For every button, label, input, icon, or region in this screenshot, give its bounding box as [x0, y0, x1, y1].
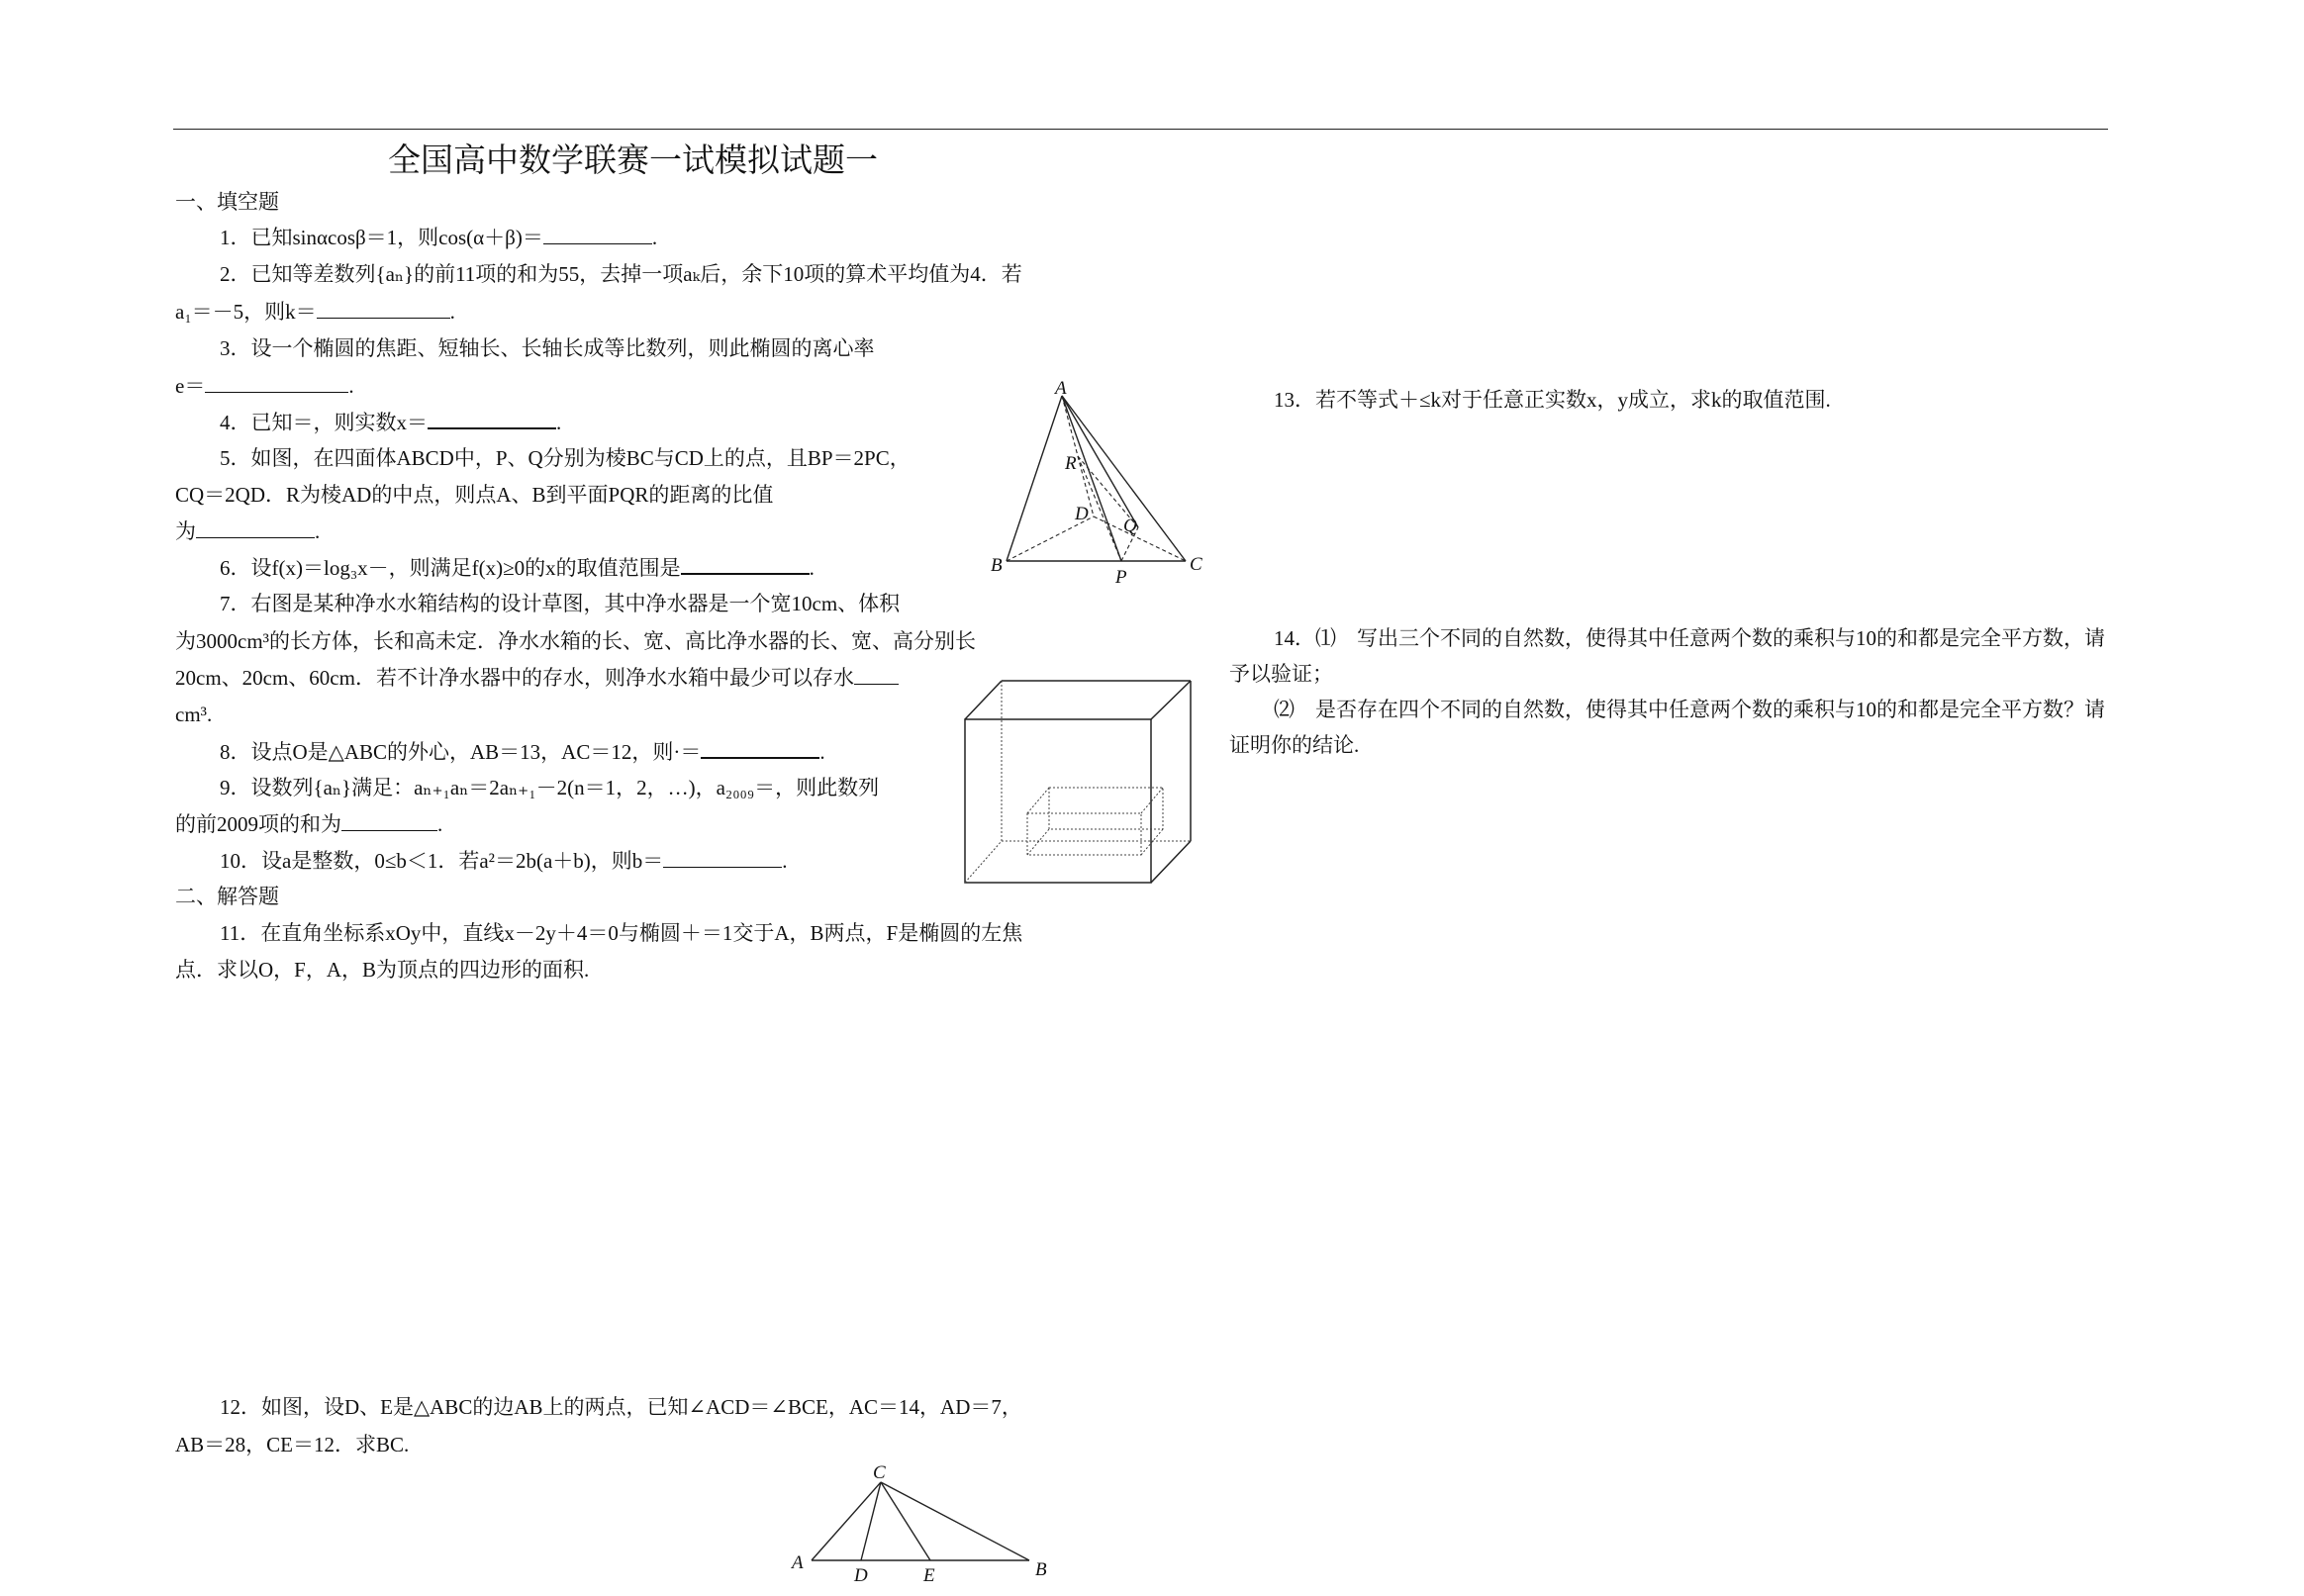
answer-blank — [196, 517, 315, 538]
q9-end: . — [437, 812, 443, 836]
question-5-line-1: 5．如图，在四面体ABCD中，P、Q分别为棱BC与CD上的点，且BP＝2PC， — [220, 446, 911, 470]
question-8 — [220, 737, 825, 766]
question-9-line-1: 9．设数列{aₙ}满足：aₙ₊₁aₙ＝2aₙ₊₁－2(n＝1，2，…)，a₂₀₀₉＝，则此数列 — [220, 776, 880, 799]
answer-blank — [317, 298, 450, 319]
question-12-line-1: 12．如图，设D、E是△ABC的边AB上的两点，已知∠ACD＝∠BCE，AC＝14，AD＝7， — [220, 1395, 1022, 1419]
question-7-line-3 — [175, 664, 899, 692]
question-11-line-1: 11．在直角坐标系xOy中，直线x－2y＋4＝0与椭圆＋＝1交于A，B两点，F是椭圆的左焦 — [220, 921, 1023, 945]
question-14-line-2: 予以验证； — [1229, 662, 1333, 686]
q6-end: . — [809, 556, 815, 580]
question-11-line-2: 点．求以O，F，A，B为顶点的四边形的面积. — [175, 958, 590, 982]
question-12-line-2: AB＝28，CE＝12．求BC. — [175, 1433, 410, 1456]
q8-end: . — [819, 740, 825, 764]
q8-text: 8．设点O是△ABC的外心，AB＝13，AC＝12，则·＝ — [220, 740, 702, 764]
label-A: A — [792, 1552, 804, 1573]
q5-text: 为 — [175, 519, 196, 543]
answer-blank — [543, 224, 652, 244]
q1-text: 1．已知sinαcosβ＝1，则cos(α＋β)＝ — [220, 226, 543, 249]
answer-blank — [428, 408, 556, 429]
answer-blank — [701, 737, 819, 759]
question-7-line-1: 7．右图是某种净水水箱结构的设计草图，其中净水器是一个宽10cm、体积 — [220, 592, 901, 615]
question-2-line-1: 2．已知等差数列{aₙ}的前11项的和为55，去掉一项aₖ后，余下10项的算术平均值为4．若 — [220, 262, 1022, 286]
question-9-line-2 — [175, 810, 442, 838]
question-10 — [220, 847, 788, 875]
q3-text: e＝ — [175, 374, 206, 398]
q9-text: 的前2009项的和为 — [175, 812, 341, 836]
label-B: B — [1035, 1559, 1047, 1580]
section-solutions: 二、解答题 — [175, 885, 279, 908]
question-7-line-4: cm³. — [175, 703, 213, 726]
q6-text: 6．设f(x)＝log₃x－，则满足f(x)≥0的x的取值范围是 — [220, 556, 681, 580]
q10-end: . — [782, 849, 788, 873]
triangle-figure — [782, 1455, 1069, 1593]
label-R: R — [1065, 453, 1077, 474]
page-title: 全国高中数学联赛一试模拟试题一 — [388, 143, 878, 179]
answer-blank — [663, 847, 782, 868]
q10-text: 10．设a是整数，0≤b＜1．若a²＝2b(a＋b)，则b＝ — [220, 849, 664, 873]
q5-end: . — [315, 519, 321, 543]
label-D: D — [1075, 504, 1089, 524]
label-E: E — [923, 1565, 935, 1586]
q1-end: . — [651, 226, 658, 249]
question-14-line-4: 证明你的结论. — [1229, 733, 1360, 757]
label-Q: Q — [1123, 516, 1137, 536]
q3-end: . — [348, 374, 354, 398]
q2-end: . — [449, 300, 455, 324]
q4-end: . — [556, 411, 562, 434]
answer-blank — [205, 372, 348, 393]
label-B: B — [991, 555, 1003, 576]
question-3-line-1: 3．设一个椭圆的焦距、短轴长、长轴长成等比数列，则此椭圆的离心率 — [220, 336, 875, 360]
tetrahedron-figure — [980, 376, 1217, 594]
water-tank-figure — [960, 673, 1207, 891]
question-1 — [220, 224, 657, 251]
question-5-line-3 — [175, 517, 320, 545]
question-6 — [220, 553, 815, 582]
question-14-line-3: ⑵ 是否存在四个不同的自然数，使得其中任意两个数的乘积与10的和都是完全平方数？请 — [1274, 698, 2105, 721]
answer-blank — [341, 810, 437, 831]
question-4 — [220, 408, 561, 436]
q4-text: 4．已知＝，则实数x＝ — [220, 411, 428, 434]
section-fill-blank: 一、填空题 — [175, 190, 279, 214]
label-P: P — [1115, 567, 1127, 588]
q7-text: 20cm、20cm、60cm．若不计净水器中的存水，则净水水箱中最少可以存水 — [175, 666, 854, 690]
q2-text: a₁＝－5，则k＝ — [175, 300, 317, 324]
question-5-line-2: CQ＝2QD．R为棱AD的中点，则点A、B到平面PQR的距离的比值 — [175, 483, 774, 507]
question-7-line-2: 为3000cm³的长方体，长和高未定．净水水箱的长、宽、高比净水器的长、宽、高分别长 — [175, 629, 976, 653]
answer-blank — [681, 553, 810, 575]
label-C: C — [873, 1462, 886, 1483]
question-2-line-2 — [175, 298, 455, 326]
label-D: D — [854, 1565, 868, 1586]
question-13: 13．若不等式＋≤k对于任意正实数x，y成立，求k的取值范围. — [1274, 388, 1831, 412]
answer-blank — [854, 664, 899, 685]
question-3-line-2 — [175, 372, 354, 400]
label-A: A — [1055, 378, 1067, 399]
header-rule — [173, 129, 2108, 130]
label-C: C — [1190, 554, 1202, 575]
question-14-line-1: 14．⑴ 写出三个不同的自然数，使得其中任意两个数的乘积与10的和都是完全平方数，请 — [1274, 626, 2105, 650]
